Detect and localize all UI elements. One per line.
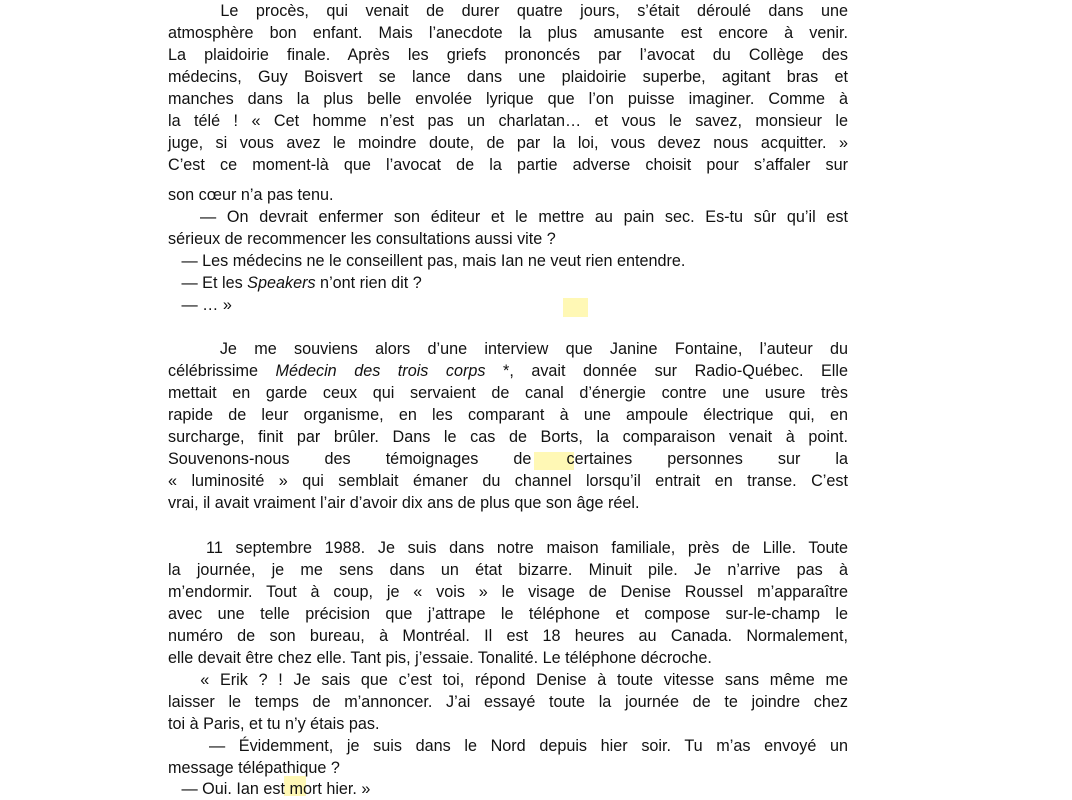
text-line: juge, si vous avez le moindre doute, de par la loi, vous devez nous acquitter. »: [168, 134, 848, 152]
text-line: « luminosité » qui semblait émaner du channel lorsqu’il entrait en transe. C’est: [168, 472, 848, 490]
text-line: elle devait être chez elle. Tant pis, j’essaie. Tonalité. Le téléphone décroche.: [168, 649, 712, 667]
text-line: avec une telle précision que j’attrape le téléphone et compose sur-le-champ le: [168, 605, 848, 623]
text-line: atmosphère bon enfant. Mais l’anecdote la plus amusante est encore à venir.: [168, 24, 848, 42]
text-line: La plaidoirie finale. Après les griefs prononcés par l’avocat du Collège des: [168, 46, 848, 64]
text-line: C’est ce moment-là que l’avocat de la partie adverse choisit pour s’affaler sur: [168, 156, 848, 174]
italic-title: Médecin des trois corps: [275, 362, 486, 380]
text-line: numéro de son bureau, à Montréal. Il est 18 heures au Canada. Normalement,: [168, 627, 848, 645]
text-line: sérieux de recommencer les consultations aussi vite ?: [168, 230, 556, 248]
text-line: manches dans la plus belle envolée lyrique que l’on puisse imaginer. Comme à: [168, 90, 848, 108]
text-line: la télé ! « Cet homme n’est pas un charlatan… et vous le savez, monsieur le: [168, 112, 848, 130]
text-line: — Les médecins ne le conseillent pas, mais Ian ne veut rien entendre.: [168, 252, 686, 270]
text-line: — Évidemment, je suis dans le Nord depuis hier soir. Tu m’as envoyé un: [168, 737, 848, 755]
text-line: médecins, Guy Boisvert se lance dans une plaidoirie superbe, agitant bras et: [168, 68, 848, 86]
text-line: message télépathique ?: [168, 759, 340, 777]
text-line: surcharge, finit par brûler. Dans le cas de Borts, la comparaison venait à point.: [168, 428, 848, 446]
text-line: — On devrait enfermer son éditeur et le mettre au pain sec. Es-tu sûr qu’il est: [168, 208, 848, 226]
text-line: Le procès, qui venait de durer quatre jours, s’était déroulé dans une: [168, 2, 848, 20]
text-line: vrai, il avait vraiment l’air d’avoir dix ans de plus que son âge réel.: [168, 494, 640, 512]
text-line: « Erik ? ! Je sais que c’est toi, répond Denise à toute vitesse sans même me: [168, 671, 848, 689]
text-line: m’endormir. Tout à coup, je « vois » le visage de Denise Roussel m’apparaître: [168, 583, 848, 601]
text-line: mettait en garde ceux qui servaient de canal d’énergie contre une usure très: [168, 384, 848, 402]
text-line: laisser le temps de m’annoncer. J’ai essayé toute la journée de te joindre chez: [168, 693, 848, 711]
text-line: — … »: [168, 296, 232, 314]
text-line: — Oui. Ian est mort hier. »: [168, 780, 371, 798]
text-line: toi à Paris, et tu n’y étais pas.: [168, 715, 380, 733]
text-line: célébrissime Médecin des trois corps *, avait donnée sur Radio-Québec. Elle: [168, 362, 848, 380]
italic-word: Speakers: [247, 274, 316, 292]
text-line: la journée, je me sens dans un état bizarre. Minuit pile. Je n’arrive pas à: [168, 561, 848, 579]
text-line: Souvenons-nous des témoignages de certaines personnes sur la: [168, 450, 848, 468]
text-line: son cœur n’a pas tenu.: [168, 186, 334, 204]
text-line: 11 septembre 1988. Je suis dans notre maison familiale, près de Lille. Toute: [168, 539, 848, 557]
text-line: rapide de leur organisme, en les comparant à une ampoule électrique qui, en: [168, 406, 848, 424]
text-line: Je me souviens alors d’une interview que Janine Fontaine, l’auteur du: [168, 340, 848, 358]
text-line: — Et les Speakers n’ont rien dit ?: [168, 274, 422, 292]
